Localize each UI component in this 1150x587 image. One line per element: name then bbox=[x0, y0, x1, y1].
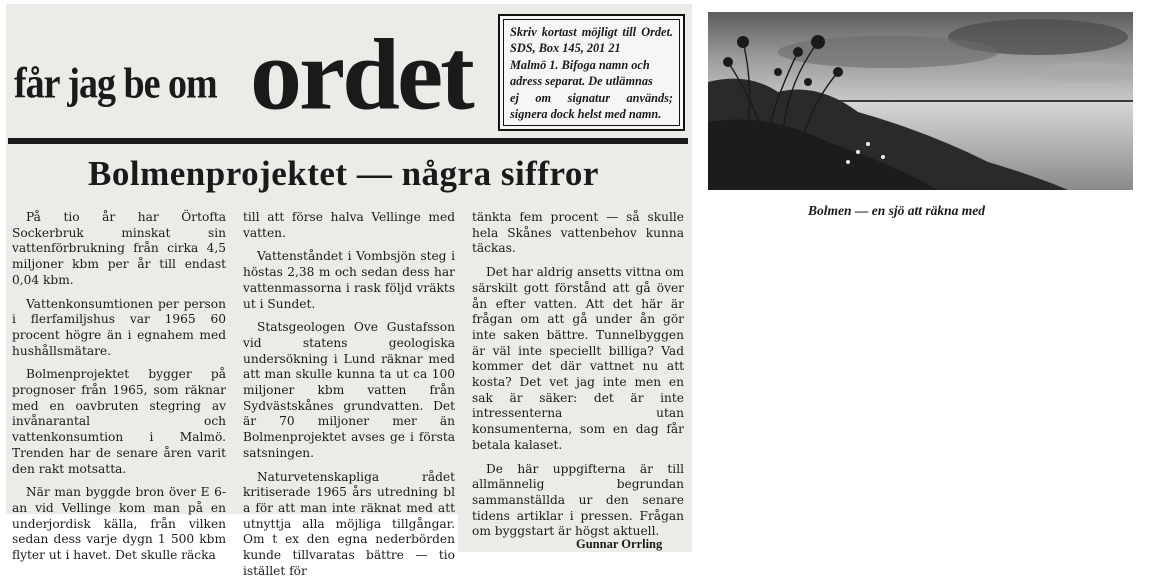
paragraph: tänkta fem procent — så skulle hela Skånes vattenbehov kunna täckas. bbox=[472, 210, 684, 256]
author-signature: Gunnar Orrling bbox=[576, 537, 663, 551]
submission-notice-box bbox=[498, 14, 685, 131]
header-rule bbox=[8, 138, 688, 144]
article-column-1 bbox=[12, 210, 226, 572]
column-title-prefix: får jag be om bbox=[14, 59, 217, 108]
paragraph: Statsgeologen Ove Gustafsson vid statens geologiska undersökning i Lund räknar med att man skulle kunna ta ut ca 100 miljoner kbm vatten från Sydvästskånes grundvatten. Det är 70 miljoner mer än Bolmenprojektet avses ge i första satsningen. bbox=[243, 320, 455, 460]
paragraph: till att förse halva Vellinge med vatten. bbox=[243, 210, 455, 240]
paragraph: Bolmenprojektet bygger på prognoser från 1965, som räknar med en oavbruten stegring av invånarantal och vattenkonsumtion i Malmö. Trenden har de senare åren varit den rakt motsatta. bbox=[12, 367, 226, 476]
article-column-2 bbox=[243, 210, 455, 587]
photo-illustration bbox=[708, 12, 1133, 190]
photo-caption: Bolmen — en sjö att räkna med bbox=[808, 203, 986, 218]
lake-landscape-photo bbox=[708, 12, 1133, 190]
paragraph: Naturvetenskapliga rådet kritiserade 1965 års utredning bl a för att man inte räknat med att utnyttja alla möjliga tillgångar. Om t ex den egna nederbörden kunde tillvaratas bättre — tio istället för bbox=[243, 469, 455, 578]
paragraph: Det har aldrig ansetts vittna om särskilt gott förstånd att gå över ån efter vatten. Att det här är frågan om att gå under ån gör inte saken bättre. Tunnelbyggen är väl inte speciellt billiga? Vad kommer det där vattnet nu att kosta? Det vet jag inte men en sak är säker: det är inte intressenterna utan konsumenterna, som en dag får betala kalaset. bbox=[472, 265, 684, 452]
paragraph: De här uppgifterna är till allmännelig begrundan sammanställda ur den senare tidens artiklar i pressen. Frågan om byggstart är högst aktuell. bbox=[472, 461, 684, 539]
article-headline: Bolmenprojektet — några siffror bbox=[88, 154, 599, 193]
column-title: ordet bbox=[250, 18, 472, 131]
paragraph: På tio år har Örtofta Sockerbruk minskat sin vattenförbrukning från cirka 4,5 miljoner kbm per år till endast 0,04 kbm. bbox=[12, 210, 226, 287]
paragraph: När man byggde bron över E 6-an vid Vellinge kom man på en underjordisk källa, från vilken sedan dess varje dygn 1 500 kbm flyter ut i havet. Det skulle räcka bbox=[12, 485, 226, 563]
paragraph: Vattenståndet i Vombsjön steg i höstas 2,38 m och sedan dess har vattenmassorna i rask följd vräkts ut i Sundet. bbox=[243, 249, 455, 311]
article-column-3 bbox=[472, 210, 684, 548]
paragraph: Vattenkonsumtionen per person i flerfamiljshus var 1965 60 procent högre än i egnahem med hushållsmätare. bbox=[12, 296, 226, 358]
submission-notice-text: Skriv kortast möjligt till Ordet. SDS, Box 145, 201 21 Malmö 1. Bifoga namn och adress separat. De utlämnas ej om signatur används; signera dock helst med namn. bbox=[503, 19, 680, 126]
